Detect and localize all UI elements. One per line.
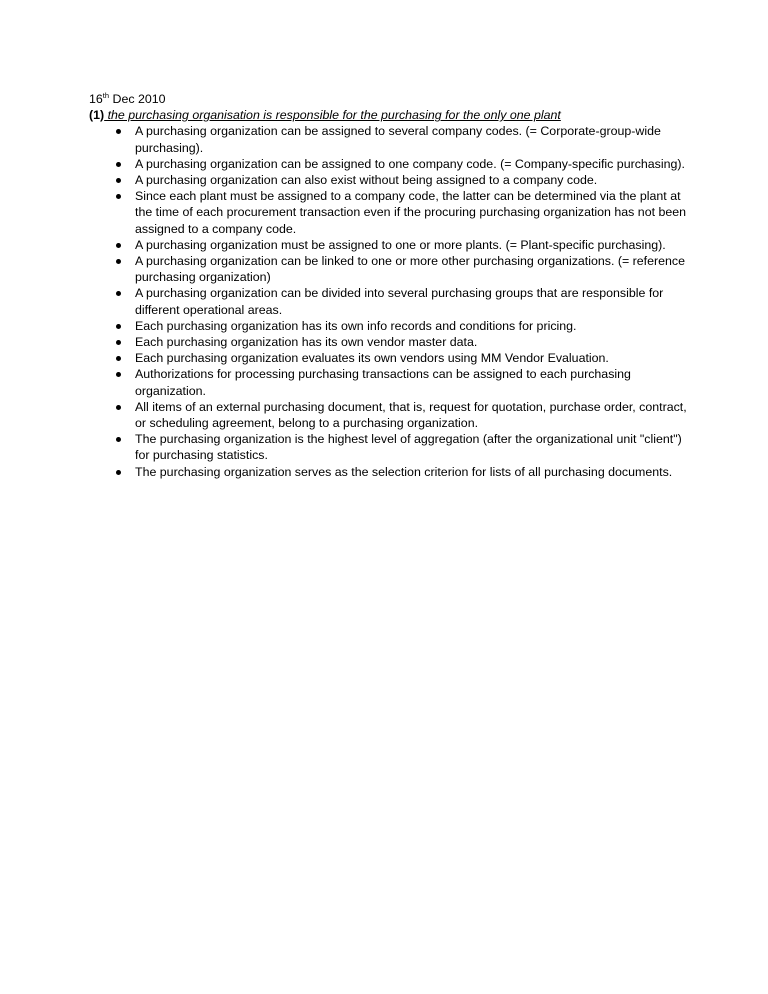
list-item-text: Since each plant must be assigned to a company code, the latter can be determined via the plant at the time of each procurement transaction even if the procuring purchasing organization has not been assigned to a company code. [135,189,687,236]
bullet-icon [116,340,121,345]
bullet-icon [116,243,121,248]
bullet-icon [116,324,121,329]
list-item [89,285,689,317]
list-item [89,172,689,188]
list-item-text: Authorizations for processing purchasing transactions can be assigned to each purchasing organization. [135,367,631,398]
bullet-list [89,123,689,479]
bullet-icon [116,372,121,377]
list-item-text: A purchasing organization can be divided into several purchasing groups that are responsible for different operational areas. [135,286,664,317]
date-day: 16 [89,92,103,106]
list-item-text: Each purchasing organization has its own vendor master data. [135,335,478,350]
list-item [89,123,689,155]
list-item-text: All items of an external purchasing document, that is, request for quotation, purchase order, contract, or scheduling agreement, belong to a purchasing organization. [135,399,687,431]
section-title: the purchasing organisation is responsible for the purchasing for the only one plant [104,108,561,123]
list-item-text: A purchasing organization can also exist without being assigned to a company code. [135,173,598,188]
list-item [89,237,689,253]
list-item-text: A purchasing organization can be assigned to one company code. (= Company-specific purchasing). [135,156,685,171]
section-heading [89,107,689,123]
bullet-icon [116,129,121,134]
bullet-icon [116,356,121,361]
document-body [89,91,689,480]
bullet-icon [116,178,121,183]
bullet-icon [116,470,121,475]
list-item [89,156,689,172]
date-line [89,91,689,107]
bullet-icon [116,405,121,410]
date-rest: Dec 2010 [109,92,166,106]
list-item [89,431,689,463]
list-item [89,350,689,366]
list-item-text: The purchasing organization serves as the selection criterion for lists of all purchasing documents. [135,464,673,479]
bullet-icon [116,194,121,199]
list-item [89,366,689,398]
list-item [89,464,689,480]
bullet-icon [116,259,121,264]
bullet-icon [116,291,121,296]
list-item-text: Each purchasing organization has its own info records and conditions for pricing. [135,318,577,333]
list-item [89,399,689,431]
list-item-text: A purchasing organization must be assigned to one or more plants. (= Plant-specific purchasing). [135,237,666,252]
list-item [89,318,689,334]
list-item [89,334,689,350]
list-item-text: A purchasing organization can be linked to one or more other purchasing organizations. (= reference purchasing organization) [135,254,685,285]
list-item-text: The purchasing organization is the highest level of aggregation (after the organizational unit "client") for purchasing statistics. [135,432,682,463]
list-item [89,188,689,237]
list-item [89,253,689,285]
date-suffix: th [102,90,110,100]
list-item-text: Each purchasing organization evaluates its own vendors using MM Vendor Evaluation. [135,351,609,366]
list-item-text: A purchasing organization can be assigned to several company codes. (= Corporate-group-wide purchasing). [135,124,661,155]
bullet-icon [116,162,121,167]
section-number: (1) [89,108,105,123]
bullet-icon [116,437,121,442]
